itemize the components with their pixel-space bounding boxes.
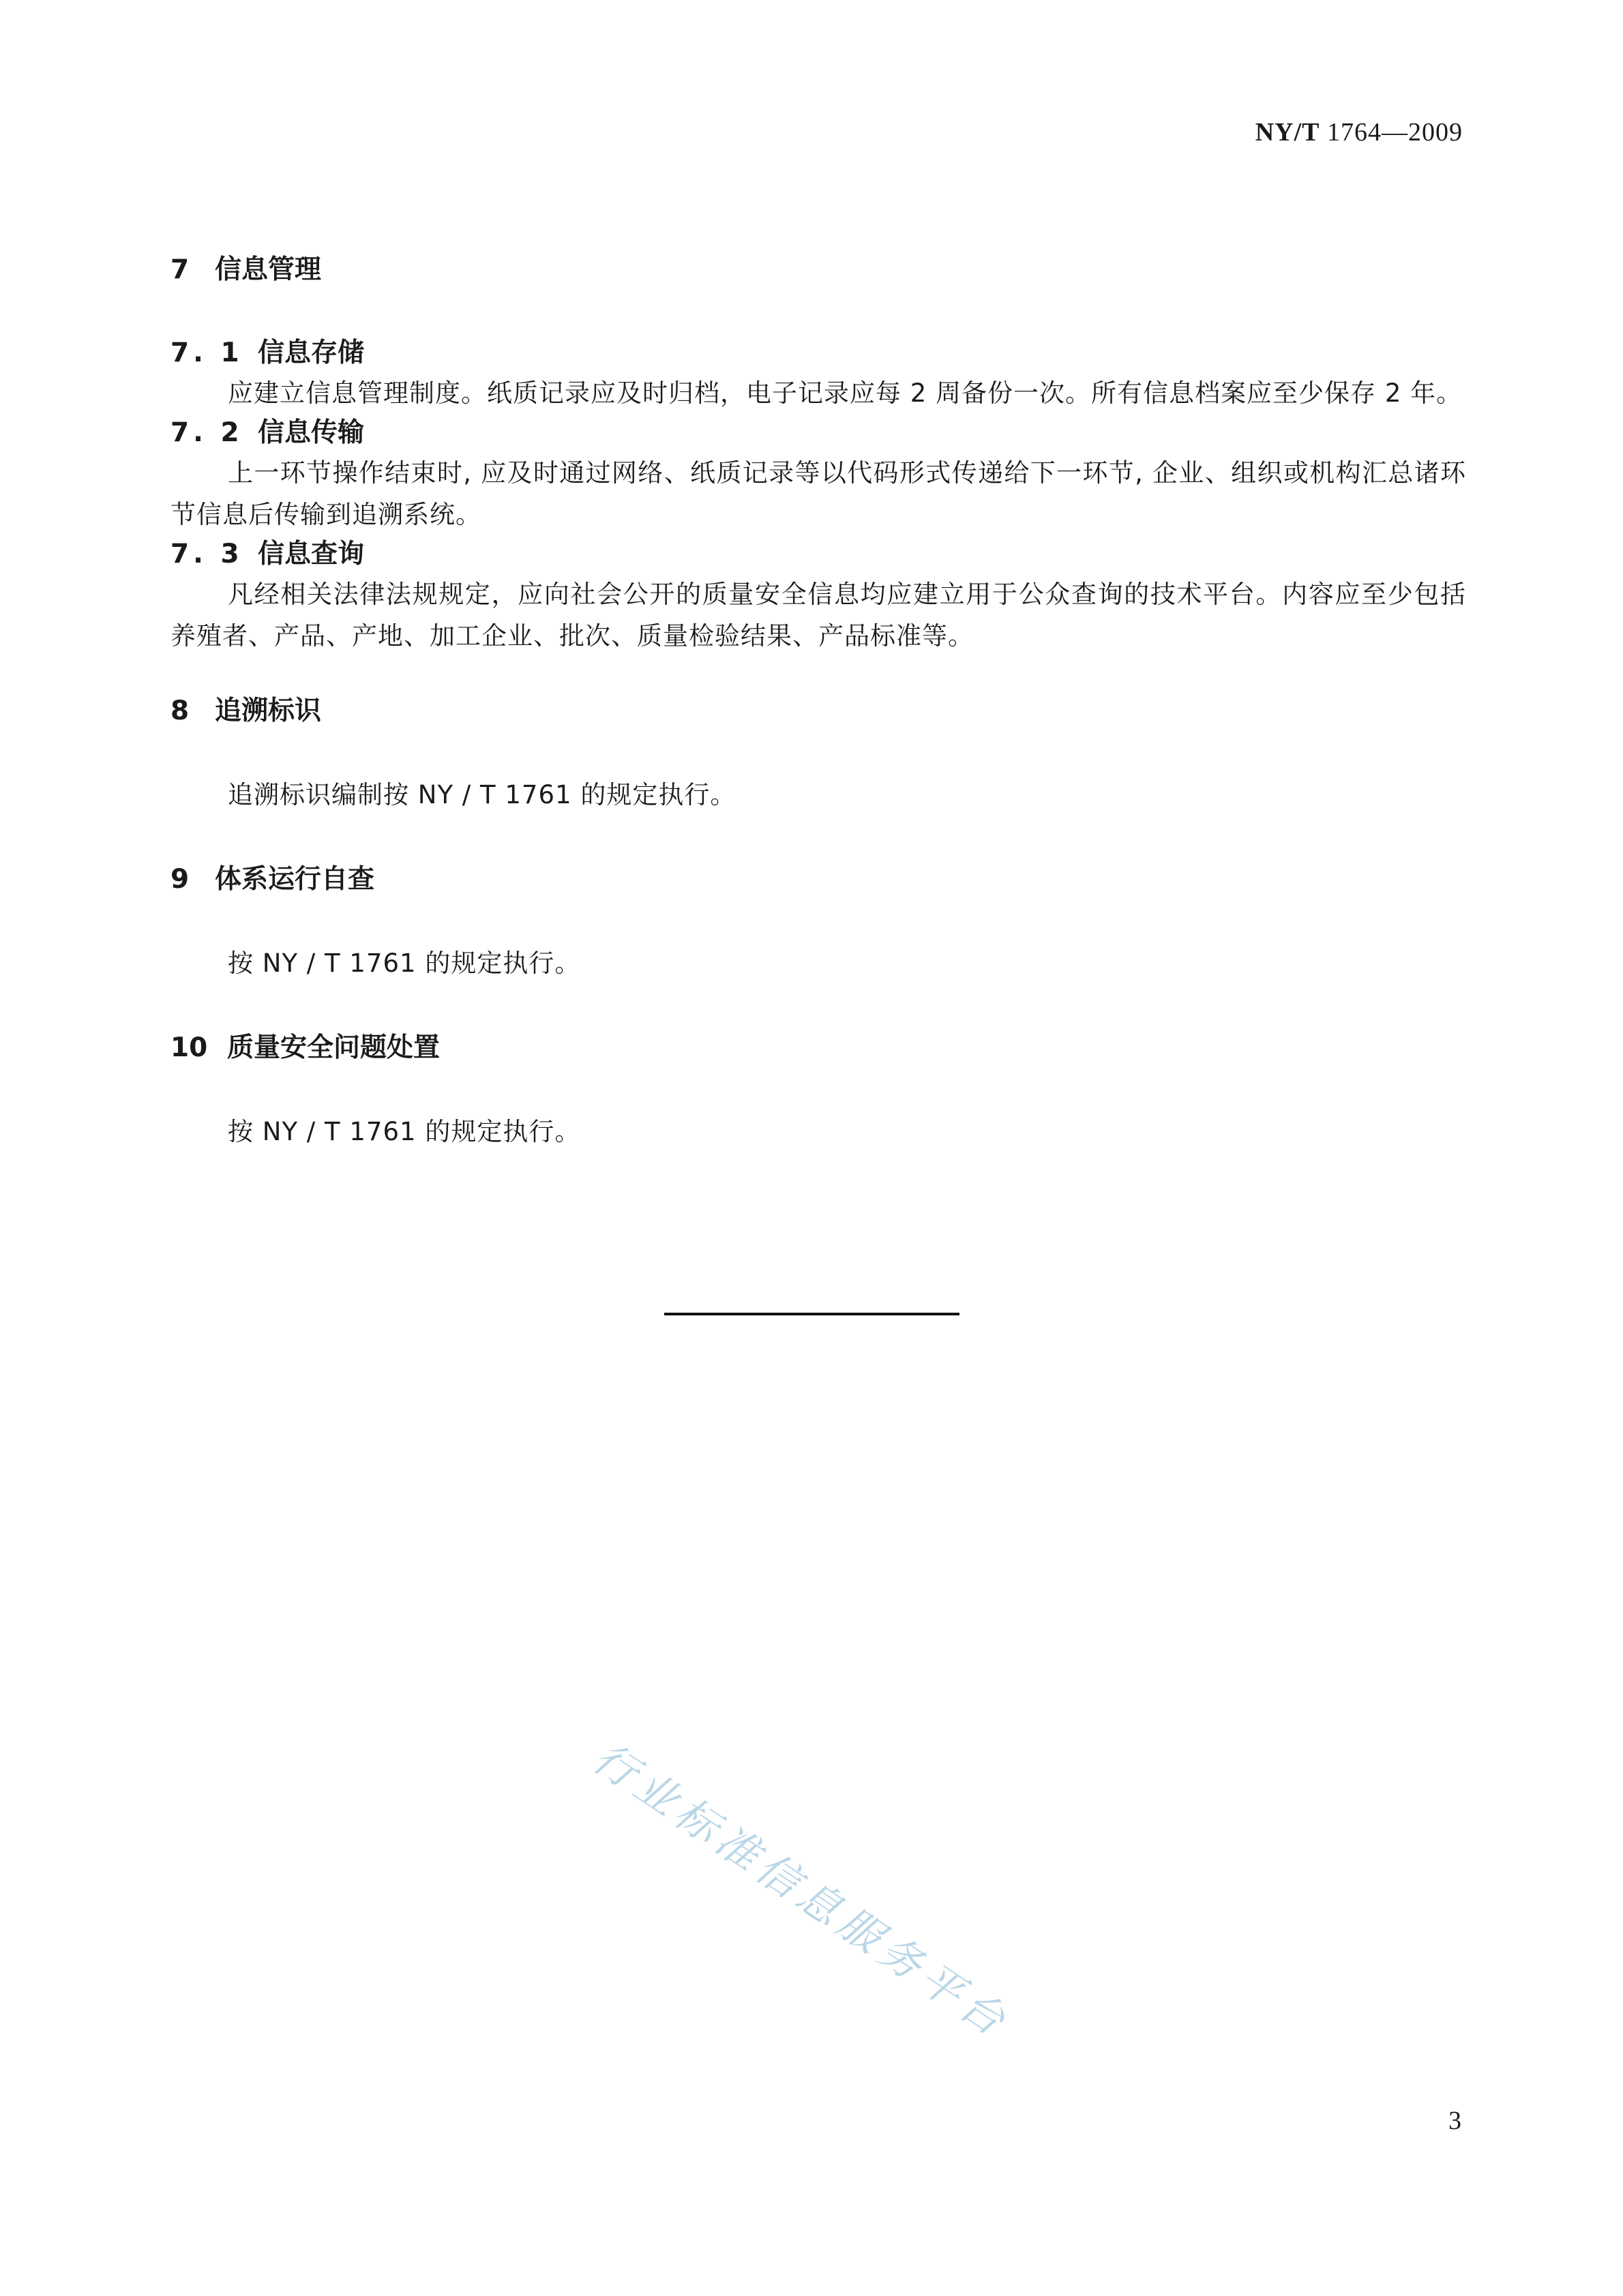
watermark: 行业标准信息服务平台 (584, 1732, 1019, 2048)
subsection-heading-7-2 (170, 414, 1466, 452)
paragraph-10: 按 NY / T 1761 的规定执行。 (228, 1117, 581, 1146)
subsection-number: 7. 2 (170, 417, 243, 448)
standard-number: 1764—2009 (1327, 118, 1463, 147)
section-number: 10 (170, 1032, 208, 1063)
subsection-heading-7-3 (170, 535, 1466, 573)
section-number: 8 (170, 696, 190, 726)
section-title: 追溯标识 (215, 696, 322, 726)
subsection-number: 7. 1 (170, 338, 243, 368)
section-number: 9 (170, 864, 190, 895)
section-heading-9 (170, 861, 1466, 899)
end-rule (664, 1313, 959, 1315)
subsection-title: 信息查询 (258, 539, 365, 569)
paragraph-7-1: 应建立信息管理制度。纸质记录应及时归档，电子记录应每 2 周备份一次。所有信息档案应至少保存 2 年。 (228, 378, 1463, 408)
document-body (170, 251, 1466, 1152)
section-heading-8 (170, 692, 1466, 730)
section-heading-7 (170, 251, 1466, 289)
page-number: 3 (1448, 2106, 1461, 2135)
paragraph-8: 追溯标识编制按 NY / T 1761 的规定执行。 (228, 780, 736, 809)
paragraph-7-2: 上一环节操作结束时, 应及时通过网络、纸质记录等以代码形式传递给下一环节, 企业、组织或机构汇总诸环节信息后传输到追溯系统。 (170, 458, 1466, 529)
section-title: 体系运行自查 (215, 864, 375, 895)
subsection-title: 信息存储 (258, 338, 365, 368)
paragraph-7-3: 凡经相关法律法规规定，应向社会公开的质量安全信息均应建立用于公众查询的技术平台。内容应至少包括养殖者、产品、产地、加工企业、批次、质量检验结果、产品标准等。 (170, 580, 1466, 651)
section-title: 质量安全问题处置 (227, 1032, 441, 1063)
paragraph-9: 按 NY / T 1761 的规定执行。 (228, 949, 581, 978)
subsection-number: 7. 3 (170, 539, 243, 569)
subsection-heading-7-1 (170, 334, 1466, 372)
subsection-title: 信息传输 (258, 417, 365, 448)
section-number: 7 (170, 254, 190, 285)
section-title: 信息管理 (215, 254, 322, 285)
standard-code (1255, 117, 1463, 147)
standard-prefix: NY/T (1255, 118, 1320, 147)
section-heading-10 (170, 1029, 1466, 1067)
